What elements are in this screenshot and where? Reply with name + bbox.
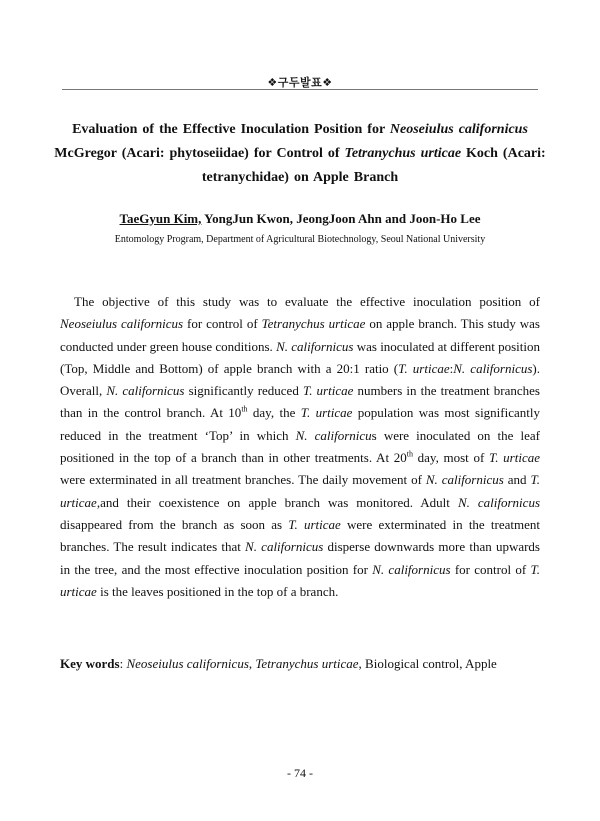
- abstract-text: day, the: [247, 405, 301, 421]
- title-species: Neoseiulus californicus: [389, 122, 528, 137]
- species-name: N. californicus: [276, 338, 354, 354]
- species-name: N. californicus: [245, 539, 324, 555]
- affiliation: Entomology Program, Department of Agricultural Biotechnology, Seoul National University: [114, 234, 486, 245]
- keywords-line: [60, 656, 540, 672]
- species-name: N. californicus: [457, 494, 540, 510]
- abstract-text: disappeared from the branch as soon as: [60, 516, 289, 532]
- title-part: Koch (Acari: tetranychidae) on Apple Branch: [201, 146, 546, 185]
- keyword: Tetranychus urticae: [255, 656, 359, 671]
- ordinal-suffix: th: [241, 405, 248, 415]
- abstract-text: ,and their coexistence on apple branch was monitored. Adult: [96, 494, 458, 510]
- abstract-text: were exterminated in all treatment branches. The daily movement of: [60, 472, 426, 488]
- title-species: Tetranychus urticae: [344, 146, 462, 161]
- abstract-text: significantly reduced: [184, 383, 303, 399]
- species-name: T. urticae: [302, 383, 354, 399]
- abstract-text: on apple branch. This study was conducted under green house conditions.: [60, 316, 540, 354]
- abstract-text: population was most significantly reduced in the treatment ‘Top’ in which: [60, 405, 541, 443]
- keywords-separator: :: [119, 656, 127, 671]
- keywords-label: Key words: [60, 656, 120, 671]
- keyword: Neoseiulus californicus: [126, 656, 249, 671]
- abstract-text: ). Overall,: [60, 360, 540, 399]
- species-name: N. californicu: [295, 427, 372, 443]
- species-name: Tetranychus urticae: [261, 316, 366, 332]
- abstract-body: [60, 291, 540, 603]
- abstract-text: The objective of this study was to evaluate the effective inoculation position of: [74, 294, 540, 309]
- paper-title: [40, 118, 560, 190]
- author-list: [40, 211, 560, 227]
- presenting-author: TaeGyun Kim,: [119, 211, 202, 226]
- title-part: Evaluation of the Effective Inoculation Position for: [72, 122, 390, 137]
- keywords-separator: ,: [248, 656, 256, 671]
- species-name: T. urticae: [288, 516, 341, 532]
- species-name: T. urticae: [300, 405, 353, 421]
- header-divider: [62, 89, 538, 90]
- species-name: Neoseiulus californicus: [60, 316, 184, 332]
- title-part: McGregor (Acari: phytoseiidae) for Control of: [54, 146, 345, 161]
- abstract-paragraph: [60, 291, 540, 603]
- page-number: - 74 -: [287, 766, 313, 780]
- species-name: N. californicus: [425, 472, 504, 488]
- abstract-text: and: [503, 472, 531, 488]
- co-authors: YongJun Kwon, JeongJoon Ahn and Joon-Ho Lee: [201, 211, 481, 226]
- abstract-text: :: [449, 360, 454, 376]
- species-name: N. californicus: [453, 360, 533, 376]
- abstract-text: was inoculated at different position (Top, Middle and Bottom) of apple branch with a 20:1 ratio (: [60, 338, 541, 376]
- abstract-text: for control of: [450, 561, 531, 577]
- abstract-text: numbers in the treatment branches than in the control branch. At 10: [60, 383, 540, 421]
- ordinal-suffix: th: [406, 449, 413, 459]
- species-name: T. urticae: [60, 561, 540, 599]
- section-header: ❖구두발표❖: [267, 76, 333, 89]
- abstract-text: s were inoculated on the leaf positioned in the top of a branch than in other treatments. At 20: [60, 427, 541, 466]
- species-name: T. urticae: [60, 472, 540, 510]
- abstract-text: is the leaves positioned in the top of a branch.: [96, 583, 339, 599]
- keyword: , Biological control, Apple: [358, 656, 497, 671]
- species-name: N. californicus: [372, 561, 451, 577]
- species-name: N. californicus: [106, 383, 185, 399]
- abstract-text: disperse downwards more than upwards in the tree, and the most effective inoculation position for: [60, 539, 540, 577]
- species-name: T. urticae: [398, 360, 450, 376]
- abstract-text: for control of: [183, 316, 262, 332]
- species-name: T. urticae: [488, 450, 540, 466]
- abstract-text: were exterminated in the treatment branches. The result indicates that: [60, 516, 540, 555]
- abstract-text: day, most of: [412, 450, 489, 466]
